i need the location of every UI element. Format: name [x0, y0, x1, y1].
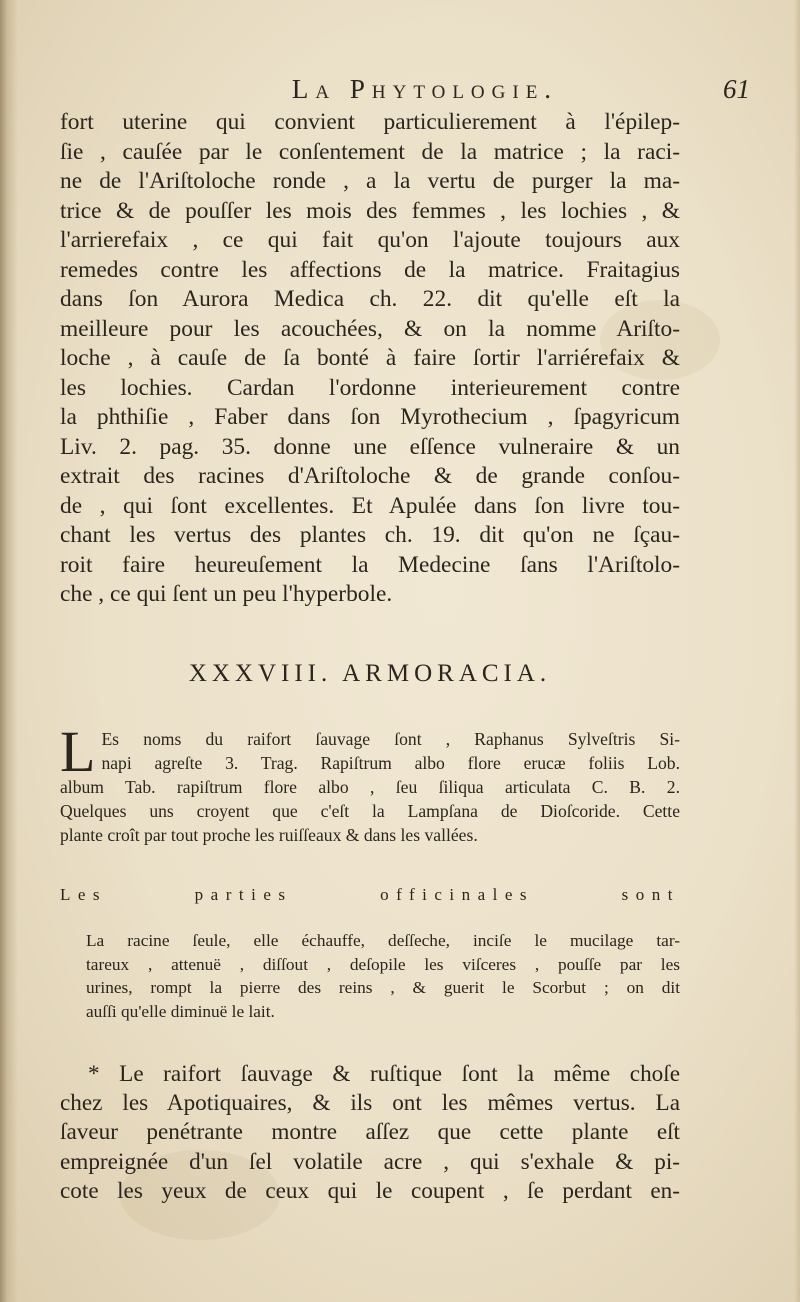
text-line: Liv. 2. pag. 35. donne une eſſence vulneraire & un: [60, 433, 680, 460]
main-paragraph-text: [60, 108, 680, 610]
running-title: La Phytologie.: [291, 74, 559, 104]
text-line: cote les yeux de ceux qui le coupent , ſe perdant en-: [60, 1177, 680, 1204]
text-line: les lochies. Cardan l'ordonne interieurement contre: [60, 374, 680, 401]
text-line: auſſi qu'elle diminuë le lait.: [86, 1001, 275, 1021]
text-line: roit faire heureuſement la Medecine ſans l'Ariſtolo-: [60, 551, 680, 578]
text-line: napi agreſte 3. Trag. Rapiſtrum albo flore erucæ foliis Lob.: [101, 753, 680, 773]
text-line: ſie , cauſée par le conſentement de la matrice ; la raci-: [60, 138, 680, 165]
text-line: empreignée d'un ſel volatile acre , qui s'exhale & pi-: [60, 1148, 680, 1175]
armoracia-paragraph: [60, 719, 680, 847]
text-line: urines, rompt la pierre des reins , & guerit le Scorbut ; on dit: [86, 978, 680, 997]
book-binding-edge: [0, 0, 18, 1302]
text-line: extrait des racines d'Ariſtoloche & de grande conſou-: [60, 463, 680, 489]
main-paragraph: [60, 108, 680, 610]
text-line: La racine ſeule, elle échauffe, deſſeche, inciſe le mucilage tar-: [86, 931, 680, 950]
text-line: chez les Apotiquaires, & ils ont les mêmes vertus. La: [60, 1090, 680, 1117]
text-line: remedes contre les affections de la matrice. Fraitagius: [60, 256, 680, 283]
text-line: loche , à cauſe de ſa bonté à faire ſortir l'arriérefaix &: [60, 345, 680, 371]
text-line: chant les vertus des plantes ch. 19. dit qu'on ne ſçau-: [60, 522, 680, 548]
parties-paragraph: [86, 929, 680, 1023]
text-line: meilleure pour les acouchées, & on la nomme Ariſto-: [60, 315, 680, 342]
text-line: ne de l'Ariſtoloche ronde , a la vertu de purger la ma-: [60, 168, 680, 194]
text-line: che , ce qui ſent un peu l'hyperbole.: [60, 581, 393, 607]
text-line: dans ſon Aurora Medica ch. 22. dit qu'elle eſt la: [60, 286, 680, 312]
note-paragraph: [60, 1060, 680, 1206]
section-title: XXXVIII. ARMORACIA.: [188, 660, 552, 687]
text-line: Es noms du raifort ſauvage ſont , Raphanus Sylveſtris Si-: [101, 729, 680, 749]
text-line: de , qui ſont excellentes. Et Apulée dans ſon livre tou-: [60, 492, 680, 519]
text-line: * Le raifort ſauvage & ruſtique ſont la même choſe: [88, 1061, 680, 1087]
text-line: la phthiſie , Faber dans ſon Myrothecium , ſpagyricum: [60, 404, 680, 430]
text-line: trice & de pouſſer les mois des femmes , les lochies , &: [60, 197, 680, 224]
text-line: plante croît par tout proche les ruiſſeaux & dans les vallées.: [60, 825, 478, 845]
text-line: l'arrierefaix , ce qui fait qu'on l'ajoute toujours aux: [60, 227, 680, 253]
page-right-edge: [794, 0, 800, 1302]
parties-title: Les parties officinales sont: [60, 885, 680, 904]
drop-cap: L: [60, 719, 96, 784]
text-line: ſaveur penétrante montre aſſez que cette plante eſt: [60, 1119, 680, 1146]
text-line: album Tab. rapiſtrum flore albo , ſeu ſiliqua articulata C. B. 2.: [60, 777, 680, 797]
text-line: tareux , attenuë , diſſout , deſopile les viſceres , pouſſe par les: [86, 954, 680, 974]
page-number: 61: [723, 74, 750, 104]
text-line: fort uterine qui convient particulierement à l'épilep-: [60, 109, 680, 135]
text-line: Quelques uns croyent que c'eſt la Lampſana de Dioſcoride. Cette: [60, 801, 680, 821]
